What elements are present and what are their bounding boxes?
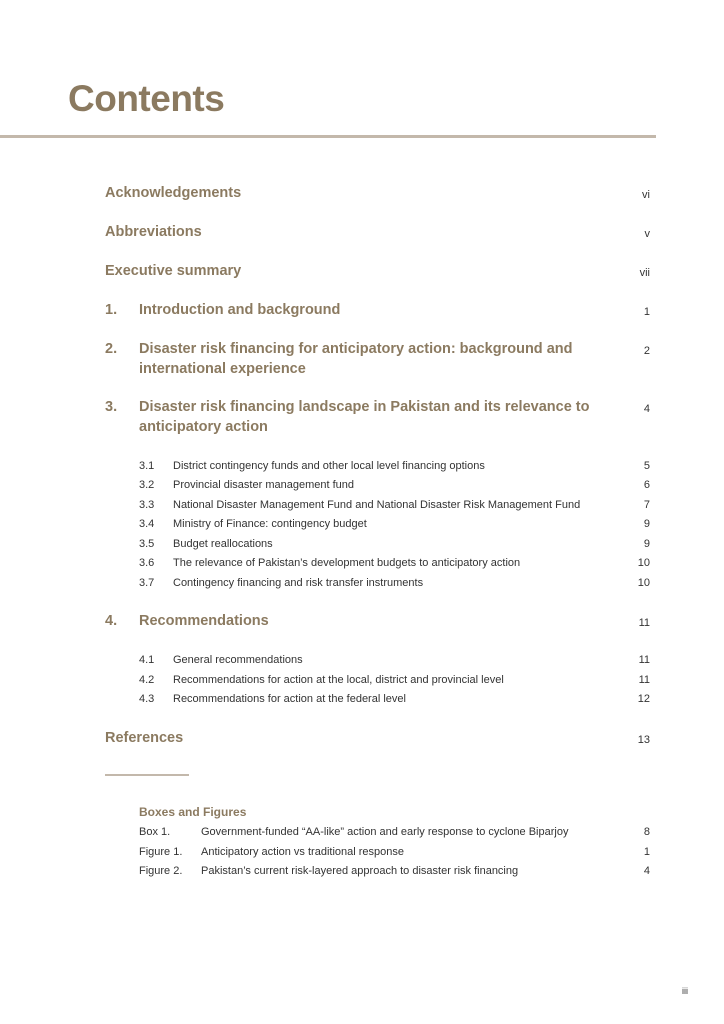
- toc-entry-page: 1: [643, 306, 650, 318]
- item-page: 1: [643, 846, 650, 858]
- boxes-figures-heading: Boxes and Figures: [139, 805, 247, 819]
- item-label: Figure 1.: [139, 846, 183, 858]
- toc-entry-text: Introduction and background: [139, 302, 341, 318]
- toc-entry-page: 11: [638, 617, 650, 629]
- toc-subentry-page: 11: [638, 654, 650, 666]
- toc-subentry-text: Ministry of Finance: contingency budget: [173, 518, 367, 530]
- toc-entry-number: 2.: [105, 341, 118, 357]
- toc-entry-text: Acknowledgements: [105, 185, 242, 201]
- toc-subentry-text: Recommendations for action at the federal level: [173, 693, 406, 705]
- toc-subentry-text: Recommendations for action at the local, district and provincial level: [173, 674, 504, 686]
- toc-entry-page: vi: [642, 189, 650, 201]
- toc-subentry-number: 3.1: [139, 460, 155, 472]
- toc-entry-page: 4: [643, 403, 650, 415]
- item-text: Government-funded “AA-like” action and early response to cyclone Biparjoy: [201, 826, 569, 838]
- toc-subentry-text: National Disaster Management Fund and National Disaster Risk Management Fund: [173, 499, 581, 511]
- toc-entry-number: 1.: [105, 302, 118, 318]
- item-label: Figure 2.: [139, 865, 183, 877]
- toc-subentry-text: Budget reallocations: [173, 538, 273, 550]
- toc-subentry-number: 3.7: [139, 577, 155, 589]
- item-text: Pakistan’s current risk-layered approach to disaster risk financing: [201, 865, 519, 877]
- item-text: Anticipatory action vs traditional response: [201, 846, 404, 858]
- toc-entry-number: 4.: [105, 613, 118, 629]
- toc-subentry-page: 11: [638, 674, 650, 686]
- toc-subentry-page: 10: [637, 577, 650, 589]
- toc-entry-text: Executive summary: [105, 263, 242, 279]
- item-page: 8: [643, 826, 650, 838]
- title-divider: [0, 135, 656, 138]
- toc-subentry-page: 9: [643, 538, 650, 550]
- toc-subentry-text: General recommendations: [173, 654, 303, 666]
- toc-entry-page: 2: [643, 345, 650, 357]
- page-number: iii: [682, 986, 688, 996]
- toc-subentry-text: District contingency funds and other local level financing options: [173, 460, 485, 472]
- toc-subentry-text: The relevance of Pakistan’s development budgets to anticipatory action: [173, 557, 521, 569]
- toc-subentry-page: 9: [643, 518, 650, 530]
- toc-subentry-page: 6: [643, 479, 650, 491]
- toc-subentry-number: 4.2: [139, 674, 155, 686]
- toc-entry-text: Abbreviations: [105, 224, 202, 240]
- toc-subentry-text: Contingency financing and risk transfer instruments: [173, 577, 424, 589]
- toc-entry-page: v: [644, 228, 650, 240]
- toc-subentry-number: 3.3: [139, 499, 155, 511]
- page-title: Contents: [68, 78, 225, 119]
- toc-subentry-number: 3.2: [139, 479, 155, 491]
- toc-entry-text: Disaster risk financing for anticipatory action: background and international experience: [139, 341, 573, 377]
- toc-entry-text: Recommendations: [139, 613, 269, 629]
- toc-subentry-number: 3.4: [139, 518, 155, 530]
- toc-subentry-page: 5: [643, 460, 650, 472]
- toc-entry-number: 3.: [105, 399, 118, 415]
- toc-subentry-number: 3.6: [139, 557, 155, 569]
- section-divider: [105, 774, 189, 776]
- toc-subentry-page: 12: [637, 693, 650, 705]
- toc-entry-text: References: [105, 730, 184, 746]
- toc-subentry-number: 3.5: [139, 538, 155, 550]
- toc-entry-page: 13: [637, 734, 650, 746]
- toc-subentry-page: 7: [643, 499, 650, 511]
- toc-entry-page: vii: [639, 267, 650, 279]
- toc-subentry-number: 4.3: [139, 693, 155, 705]
- item-page: 4: [643, 865, 650, 877]
- toc-subentry-page: 10: [637, 557, 650, 569]
- toc-subentry-text: Provincial disaster management fund: [173, 479, 354, 491]
- toc-subentry-number: 4.1: [139, 654, 155, 666]
- item-label: Box 1.: [139, 826, 171, 838]
- toc-entry-text: Disaster risk financing landscape in Pakistan and its relevance to anticipatory action: [139, 399, 590, 435]
